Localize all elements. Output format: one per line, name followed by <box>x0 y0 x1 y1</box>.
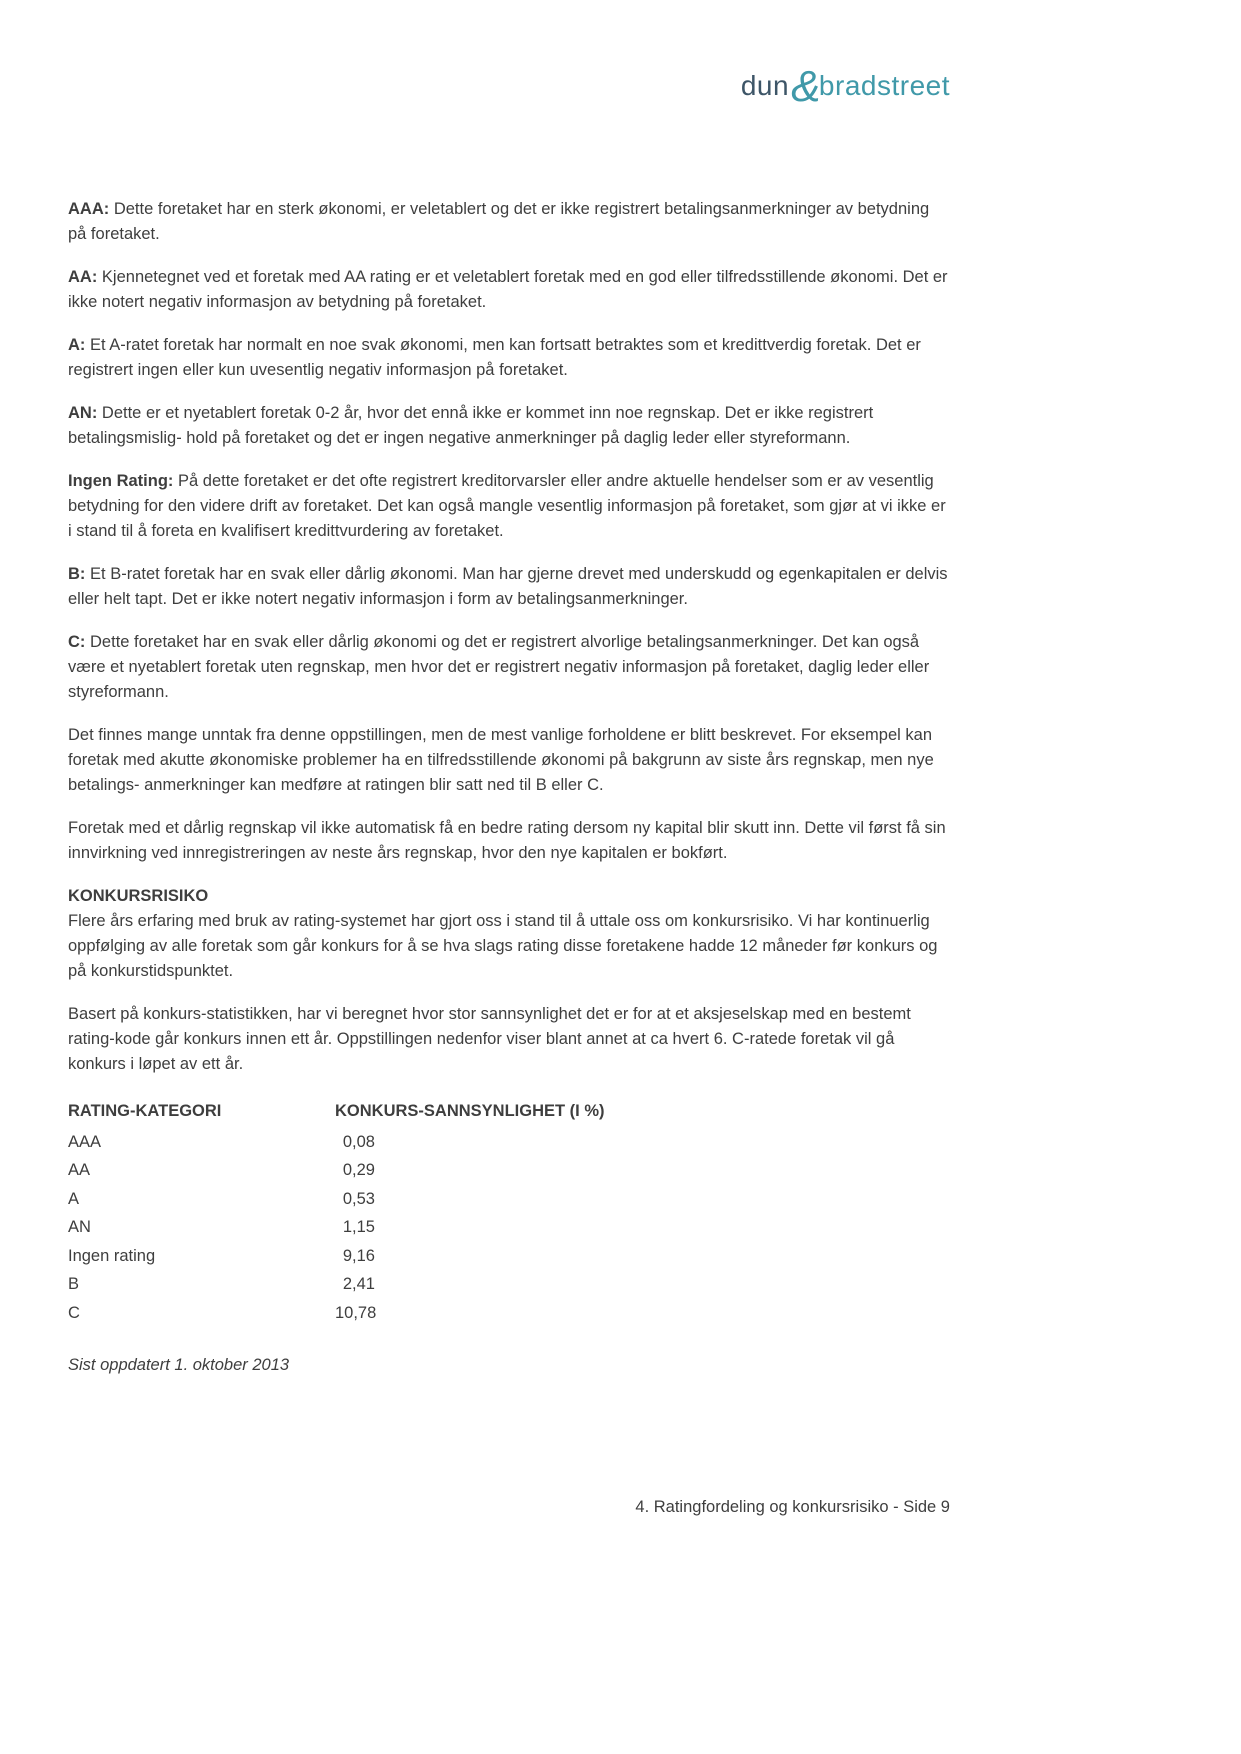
rating-text-aa: Kjennetegnet ved et foretak med AA rating er et veletablert foretak med en god eller tilfredsstillende økonomi. Det er ikke notert negativ informasjon av betydning på foretaket. <box>68 268 948 311</box>
table-cell-category: AA <box>68 1161 91 1179</box>
rating-label-aa: AA: <box>68 268 98 286</box>
rating-definition-ingen-rating <box>68 469 952 544</box>
table-cell-category: Ingen rating <box>68 1246 156 1265</box>
capital-note-text: Foretak med et dårlig regnskap vil ikke automatisk få en bedre rating dersom ny kapital blir skutt inn. Dette vil først få sin innvirkning ved innregistreringen av neste års regnskap, hvor den nye kapitalen er bokført. <box>68 819 946 862</box>
table-row-c <box>68 1299 952 1328</box>
rating-label-an: AN: <box>68 404 98 422</box>
rating-definition-a <box>68 333 952 383</box>
exceptions-note-text: Det finnes mange unntak fra denne oppstillingen, men de mest vanlige forholdene er blitt beskrevet. For eksempel kan foretak med akutte økonomiske problemer ha en tilfredsstillende økonomi på bakgrunn av siste års regnskap, men nye betalings- anmerkninger kan medføre at ratingen blir satt ned til B eller C. <box>68 726 934 794</box>
logo-dun-text: dun <box>740 70 790 101</box>
page-footer: 4. Ratingfordeling og konkursrisiko - Side 9 <box>635 1498 950 1516</box>
table-cell-value: 0,29 <box>342 1161 375 1179</box>
table-cell-value: 1,15 <box>342 1218 375 1236</box>
rating-label-b: B: <box>68 565 86 583</box>
rating-text-aaa: Dette foretaket har en sterk økonomi, er veletablert og det er ikke registrert betalingsanmerkninger av betydning på foretaket. <box>68 200 930 243</box>
table-cell-category: A <box>68 1189 80 1208</box>
table-row-aaa <box>68 1128 952 1157</box>
table-row-ingen-rating <box>68 1242 952 1271</box>
table-row-b <box>68 1270 952 1299</box>
rating-text-b: Et B-ratet foretak har en svak eller dårlig økonomi. Man har gjerne drevet med underskudd og egenkapitalen er delvis eller helt tapt. Det er ikke notert negativ informasjon i form av betalingsanmerkninger. <box>68 565 948 608</box>
dun-and-bradstreet-logo <box>740 62 950 111</box>
table-header-row <box>68 1097 952 1126</box>
table-cell-value: 0,53 <box>342 1189 375 1208</box>
table-cell-category: AAA <box>68 1132 102 1151</box>
rating-definition-aa <box>68 265 952 315</box>
konkursrisiko-paragraph-2-wrap <box>68 1002 952 1077</box>
table-cell-category: AN <box>68 1218 91 1236</box>
rating-label-a: A: <box>68 336 86 354</box>
konkursrisiko-section <box>68 884 952 984</box>
rating-text-an: Dette er et nyetablert foretak 0-2 år, hvor det ennå ikke er kommet inn noe regnskap. Det er ikke registrert betalingsmislig- hold på foretaket og det er ingen negative anmerkninger på daglig leder eller styreformann. <box>68 404 874 447</box>
rating-label-aaa: AAA: <box>68 200 110 218</box>
rating-label-c: C: <box>68 633 86 651</box>
rating-definition-an <box>68 401 952 451</box>
exceptions-note <box>68 723 952 798</box>
table-cell-value: 10,78 <box>335 1303 377 1322</box>
table-cell-value: 9,16 <box>342 1246 375 1265</box>
table-cell-value: 2,41 <box>342 1275 375 1293</box>
konkursrisiko-paragraph-1: Flere års erfaring med bruk av rating-systemet har gjort oss i stand til å uttale oss om konkursrisiko. Vi har kontinuerlig oppfølging av alle foretak som går konkurs for å se hva slags rating disse foretakene hadde 12 måneder før konkurs og på konkurstidspunktet. <box>68 912 938 980</box>
table-cell-category: B <box>68 1275 80 1293</box>
rating-definition-c <box>68 630 952 705</box>
capital-note <box>68 816 952 866</box>
rating-label-ingen-rating: Ingen Rating: <box>68 472 174 490</box>
rating-text-ingen-rating: På dette foretaket er det ofte registrert kreditorvarsler eller andre aktuelle hendelser som er av vesentlig betydning for den videre drift av foretaket. Det kan også mangle vesentlig informasjon på foretaket, som gjør at vi ikke er i stand til å foreta en kvalifisert kredittvurdering av foretaket. <box>68 472 946 540</box>
table-cell-category: C <box>68 1303 80 1322</box>
document-body <box>68 197 952 1378</box>
table-header-rating-category: RATING-KATEGORI <box>68 1102 222 1120</box>
table-row-a <box>68 1185 952 1214</box>
table-header-konkurs-probability: KONKURS-SANNSYNLIGHET (I %) <box>335 1102 605 1120</box>
rating-text-a: Et A-ratet foretak har normalt en noe svak økonomi, men kan fortsatt betraktes som et kredittverdig foretak. Det er registrert ingen eller kun uvesentlig negativ informasjon på foretaket. <box>68 336 921 379</box>
konkursrisiko-paragraph-2: Basert på konkurs-statistikken, har vi beregnet hvor stor sannsynlighet det er for at et aksjeselskap med en bestemt rating-kode går konkurs innen ett år. Oppstillingen nedenfor viser blant annet at ca hvert 6. C-ratede foretak vil gå konkurs i løpet av ett år. <box>68 1005 911 1073</box>
last-updated-note: Sist oppdatert 1. oktober 2013 <box>68 1356 290 1374</box>
rating-text-c: Dette foretaket har en svak eller dårlig økonomi og det er registrert alvorlige betalingsanmerkninger. Det kan også være et nyetablert foretak uten regnskap, men hvor det er registrert negativ informasjon på foretaket, daglig leder eller styreformann. <box>68 633 930 701</box>
rating-definition-aaa <box>68 197 952 247</box>
table-row-aa <box>68 1156 952 1185</box>
logo-bradstreet-text: bradstreet <box>818 70 950 101</box>
table-row-an <box>68 1213 952 1242</box>
rating-probability-table <box>68 1097 952 1327</box>
logo-ampersand-icon: & <box>791 62 821 111</box>
table-cell-value: 0,08 <box>342 1132 375 1151</box>
rating-definition-b <box>68 562 952 612</box>
konkursrisiko-heading: KONKURSRISIKO <box>68 887 209 905</box>
